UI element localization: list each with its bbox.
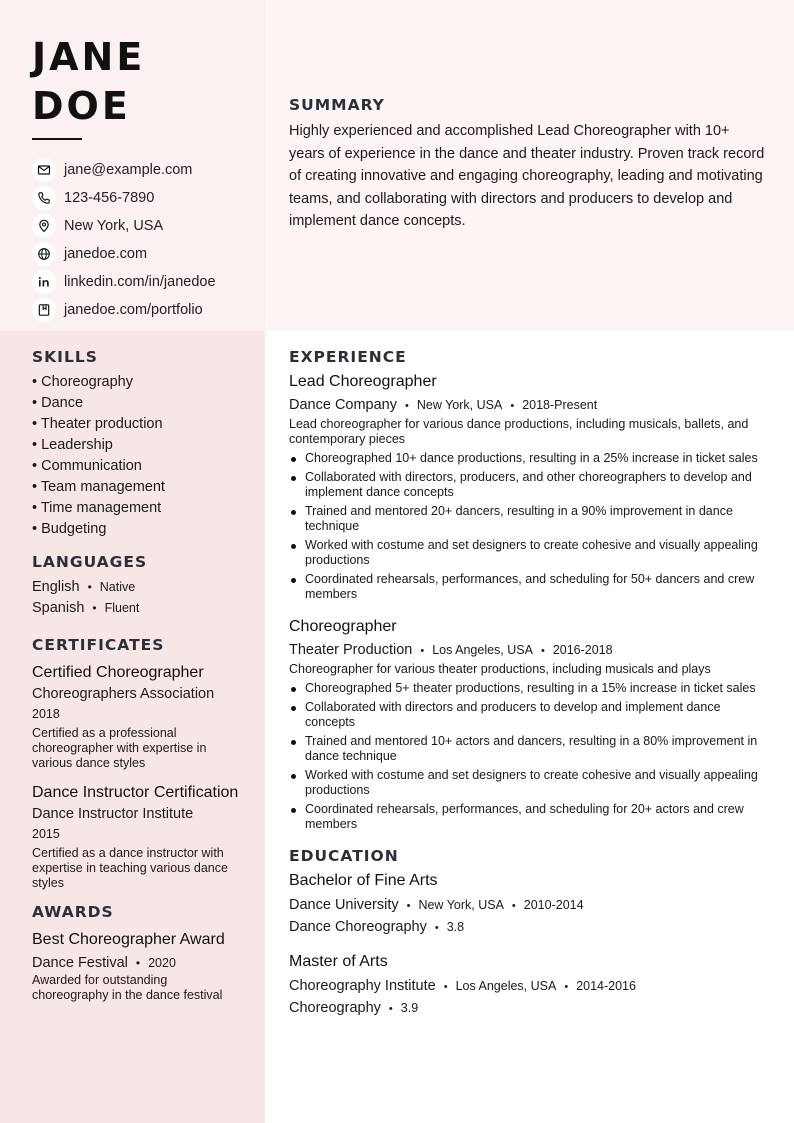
- certificate-title: Certified Choreographer: [32, 664, 204, 681]
- job-bullet: Coordinated rehearsals, performances, and scheduling for 50+ dancers and crew members: [289, 572, 772, 602]
- linkedin-icon: [32, 270, 56, 294]
- certificate-desc: Certified as a dance instructor with expertise in teaching various dance styles: [32, 846, 228, 890]
- awards-section: [32, 903, 245, 1003]
- candidate-name: [32, 33, 265, 131]
- education-location: Los Angeles, USA: [455, 979, 557, 993]
- job-bullet: Trained and mentored 20+ dancers, resulting in a 90% improvement in dance technique: [289, 504, 772, 534]
- skills-heading: SKILLS: [32, 348, 98, 366]
- job-location: Los Angeles, USA: [432, 643, 533, 657]
- languages-heading: LANGUAGES: [32, 553, 148, 571]
- separator-dot: •: [406, 900, 411, 912]
- education-heading: EDUCATION: [289, 847, 399, 865]
- contact-list: [32, 156, 265, 324]
- separator-dot: •: [135, 956, 141, 970]
- summary-section: [265, 0, 794, 331]
- education-meta: [289, 976, 772, 998]
- job-location: New York, USA: [416, 398, 503, 412]
- name-last: DOE: [32, 84, 131, 128]
- contact-email-text: jane@example.com: [64, 162, 193, 178]
- skills-section: [32, 348, 245, 540]
- contact-phone-text: 123-456-7890: [64, 190, 155, 206]
- certificate-org: Choreographers Association: [32, 686, 215, 702]
- name-divider: [32, 138, 82, 140]
- language-item: [32, 598, 245, 619]
- education-dates: 2010-2014: [523, 898, 584, 912]
- location-icon: [32, 214, 56, 238]
- mail-icon: [32, 158, 56, 182]
- skill-item: • Dance: [32, 395, 84, 411]
- job-desc: Lead choreographer for various dance productions, including musicals, ballets, and contemporary pieces: [289, 417, 749, 446]
- education-field-row: [289, 998, 772, 1020]
- job-bullet: Choreographed 10+ dance productions, resulting in a 25% increase in ticket sales: [289, 451, 772, 466]
- certificates-heading: CERTIFICATES: [32, 636, 165, 654]
- certificate-item: [32, 783, 245, 891]
- education-location: New York, USA: [418, 898, 504, 912]
- contact-website-text: janedoe.com: [64, 246, 148, 262]
- job-dates: 2016-2018: [552, 643, 613, 657]
- job-meta: [289, 641, 772, 660]
- skill-item: • Leadership: [32, 437, 113, 453]
- education-field-row: [289, 917, 772, 939]
- job-bullet: Trained and mentored 10+ actors and dancers, resulting in a 80% improvement in dance technique: [289, 734, 772, 764]
- separator-dot: •: [540, 645, 545, 657]
- education-degree: Master of Arts: [289, 953, 388, 970]
- job-title: Lead Choreographer: [289, 373, 437, 390]
- contact-website[interactable]: [32, 240, 265, 268]
- header-left-panel: [0, 0, 265, 331]
- education-field: Choreography: [289, 1000, 381, 1016]
- main-column: [265, 331, 794, 1123]
- language-name: English: [32, 579, 80, 595]
- separator-dot: •: [388, 1003, 393, 1015]
- header-band: [0, 0, 794, 331]
- summary-heading: SUMMARY: [289, 96, 385, 114]
- education-dates: 2014-2016: [576, 979, 636, 993]
- job-desc: Choreographer for various theater productions, including musicals and plays: [289, 662, 711, 676]
- separator-dot: •: [443, 981, 448, 993]
- education-gpa: 3.9: [400, 1001, 419, 1015]
- education-item: [289, 871, 772, 939]
- job-bullets: [289, 451, 772, 602]
- certificate-desc: Certified as a professional choreographer with expertise in various dance styles: [32, 726, 207, 770]
- sidebar: [0, 331, 265, 1123]
- skill-item: • Choreography: [32, 374, 133, 390]
- contact-linkedin[interactable]: [32, 268, 265, 296]
- language-item: [32, 577, 245, 598]
- language-level: Native: [99, 580, 136, 594]
- separator-dot: •: [92, 601, 97, 615]
- separator-dot: •: [87, 580, 92, 594]
- job-bullets: [289, 681, 772, 832]
- contact-location-text: New York, USA: [64, 218, 164, 234]
- award-org: Dance Festival: [32, 955, 128, 971]
- summary-text: Highly experienced and accomplished Lead Choreographer with 10+ years of experience in the dance and theater industry. Proven track record of creating innovative and engaging choreography, leading and motivating teams, and collaborating with directors and producers to develop and implement dance concepts.: [289, 123, 765, 230]
- contact-portfolio-text: janedoe.com/portfolio: [64, 302, 203, 318]
- contact-location: [32, 212, 265, 240]
- job-item: [289, 372, 772, 602]
- phone-icon: [32, 186, 56, 210]
- job-title: Choreographer: [289, 618, 397, 635]
- name-first: JANE: [32, 35, 146, 79]
- education-degree: Bachelor of Fine Arts: [289, 872, 438, 889]
- skill-item: • Team management: [32, 479, 165, 495]
- job-bullet: Collaborated with directors, producers, and other choreographers to develop and implement dance concepts: [289, 470, 772, 500]
- award-meta: [32, 953, 245, 973]
- globe-icon: [32, 242, 56, 266]
- language-level: Fluent: [104, 601, 140, 615]
- job-item: [289, 617, 772, 832]
- job-bullet: Choreographed 5+ theater productions, resulting in a 15% increase in ticket sales: [289, 681, 772, 696]
- education-section: [289, 847, 772, 1020]
- experience-section: [289, 348, 772, 832]
- awards-heading: AWARDS: [32, 903, 114, 921]
- contact-portfolio[interactable]: [32, 296, 265, 324]
- award-item: [32, 930, 245, 1003]
- skill-item: • Time management: [32, 500, 162, 516]
- certificate-year: 2018: [32, 707, 60, 721]
- contact-linkedin-text: linkedin.com/in/janedoe: [64, 274, 216, 290]
- job-meta: [289, 396, 772, 415]
- job-bullet: Collaborated with directors and producers to develop and implement dance concepts: [289, 700, 772, 730]
- separator-dot: •: [420, 645, 425, 657]
- body-band: [0, 331, 794, 1123]
- separator-dot: •: [511, 900, 516, 912]
- skill-item: • Theater production: [32, 416, 163, 432]
- languages-section: [32, 553, 245, 619]
- job-bullet: Coordinated rehearsals, performances, and scheduling for 20+ actors and crew members: [289, 802, 772, 832]
- separator-dot: •: [405, 400, 409, 412]
- separator-dot: •: [434, 922, 439, 934]
- certificate-title: Dance Instructor Certification: [32, 784, 239, 801]
- language-name: Spanish: [32, 600, 85, 616]
- job-bullet: Worked with costume and set designers to create cohesive and visually appealing productions: [289, 768, 772, 798]
- education-gpa: 3.8: [446, 920, 465, 934]
- portfolio-icon: [32, 298, 56, 322]
- job-dates: 2018-Present: [522, 398, 598, 412]
- job-company: Theater Production: [289, 642, 413, 658]
- education-school: Dance University: [289, 897, 399, 913]
- education-meta: [289, 895, 772, 917]
- education-field: Dance Choreography: [289, 919, 427, 935]
- award-desc: Awarded for outstanding choreography in the dance festival: [32, 973, 223, 1002]
- job-bullet: Worked with costume and set designers to create cohesive and visually appealing productions: [289, 538, 772, 568]
- skill-item: • Budgeting: [32, 521, 107, 537]
- certificate-year: 2015: [32, 827, 60, 841]
- separator-dot: •: [564, 981, 569, 993]
- contact-phone[interactable]: [32, 184, 265, 212]
- experience-heading: EXPERIENCE: [289, 348, 407, 366]
- certificate-item: [32, 663, 245, 771]
- certificates-section: [32, 636, 245, 891]
- skills-list: [32, 372, 245, 540]
- contact-email[interactable]: [32, 156, 265, 184]
- skill-item: • Communication: [32, 458, 142, 474]
- award-title: Best Choreographer Award: [32, 931, 225, 948]
- education-item: [289, 952, 772, 1020]
- separator-dot: •: [510, 400, 515, 412]
- job-company: Dance Company: [289, 397, 397, 413]
- certificate-org: Dance Instructor Institute: [32, 806, 194, 822]
- award-year: 2020: [148, 956, 176, 970]
- education-school: Choreography Institute: [289, 978, 436, 994]
